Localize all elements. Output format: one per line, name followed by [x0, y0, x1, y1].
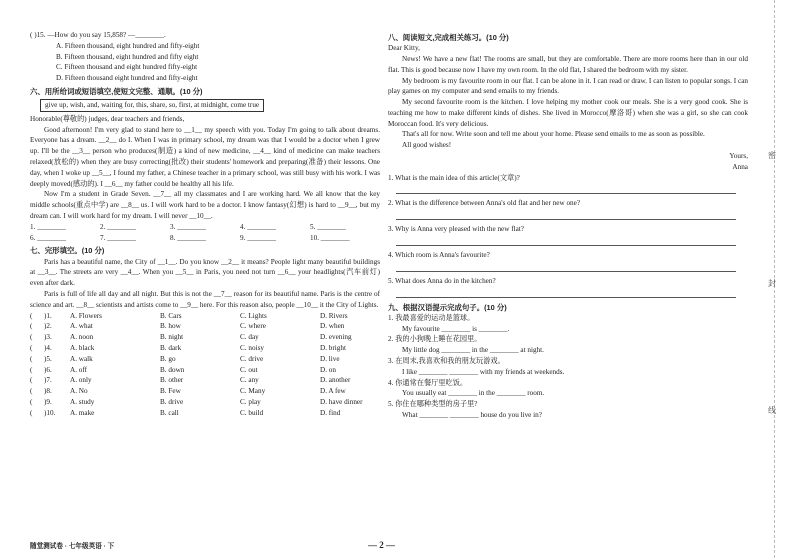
- option-choice: C. noisy: [240, 343, 264, 352]
- option-choice: C. Lights: [240, 311, 267, 320]
- reading-question: 5. What does Anna do in the kitchen?: [388, 276, 496, 285]
- option-number: )3.: [44, 333, 52, 342]
- page-number: — 2 —: [368, 539, 395, 550]
- answer-blank[interactable]: 5. ________: [310, 222, 346, 231]
- section-8-title: 八、阅读短文,完成相关练习。(10 分): [388, 33, 509, 42]
- answer-blank[interactable]: 2. ________: [100, 222, 136, 231]
- cloze-option-row: [30, 375, 380, 386]
- answer-blank[interactable]: 4. ________: [240, 222, 276, 231]
- option-number: )1.: [44, 311, 52, 320]
- option-choice: D. find: [320, 408, 341, 417]
- option-choice: D. have dinner: [320, 397, 363, 406]
- option-b: B. Fifteen thousand, eight hundred and fifty eight: [56, 52, 199, 61]
- option-number: )8.: [44, 387, 52, 396]
- option-choice: B. night: [160, 333, 184, 342]
- answer-blank[interactable]: 1. ________: [30, 222, 66, 231]
- answer-bracket[interactable]: (: [30, 322, 33, 331]
- cloze-option-row: [30, 321, 380, 332]
- option-choice: D. another: [320, 376, 351, 385]
- translation-cn: 2. 我的小狗晚上睡在花园里。: [388, 335, 482, 344]
- option-choice: A. noon: [70, 333, 94, 342]
- option-a: A. Fifteen thousand, eight hundred and fifty-eight: [56, 41, 200, 50]
- option-choice: A. black: [70, 343, 95, 352]
- option-choice: B. call: [160, 408, 179, 417]
- option-choice: A. off: [70, 365, 88, 374]
- option-choice: D. bright: [320, 343, 346, 352]
- letter-paragraph: My bedroom is my favourite room in our flat. I can be alone in it. I can read or draw. I can listen to popular songs. I can play games on my computer and send emails to my friends.: [388, 76, 748, 96]
- binding-margin: [758, 0, 788, 558]
- answer-blank[interactable]: 9. ________: [240, 233, 276, 242]
- answer-bracket[interactable]: (: [30, 343, 33, 352]
- binding-char: 线: [768, 406, 776, 415]
- option-choice: C. where: [240, 322, 266, 331]
- letter-paragraph: That's all for now. Write soon and tell me about your home. Please send emails to me as soon as possible.: [402, 130, 705, 139]
- word-bank-box: give up, wish, and, waiting for, this, share, so, first, at midnight, come true: [40, 99, 264, 112]
- answer-line[interactable]: [396, 261, 736, 272]
- option-choice: D. A few: [320, 387, 346, 396]
- option-number: )4.: [44, 343, 52, 352]
- option-d: D. Fifteen thousand eight hundred and fifty-eight: [56, 74, 198, 83]
- letter-paragraph: My second favourite room is the kitchen. I love helping my mother cook our meals. She is a very good cook. She is teaching me how to make different kinds of dishes. She lived in Morocco(摩洛哥) when she was a girl, so she can cook Moroccan food. It's very delicious.: [388, 98, 748, 128]
- cloze-option-row: [30, 397, 380, 408]
- letter-body: [388, 54, 748, 151]
- cloze-option-row: [30, 365, 380, 376]
- option-choice: A. No: [70, 387, 88, 396]
- right-column: [388, 30, 748, 421]
- cloze-options: [30, 311, 380, 419]
- answer-bracket[interactable]: (: [30, 333, 33, 342]
- option-number: )9.: [44, 397, 52, 406]
- option-choice: B. Few: [160, 387, 181, 396]
- option-choice: D. on: [320, 365, 336, 374]
- section-9-title: 九、根据汉语提示完成句子。(10 分): [388, 302, 507, 312]
- reading-question: 2. What is the difference between Anna's old flat and her new one?: [388, 199, 581, 208]
- translation-items: [388, 313, 748, 421]
- binding-char: 密: [768, 151, 776, 160]
- answer-bracket[interactable]: (: [30, 354, 33, 363]
- option-choice: B. down: [160, 365, 185, 374]
- letter-paragraph: News! We have a new flat! The rooms are small, but they are comfortable. There are more rooms here than in our old flat. This is good because now I have my own room. In the old flat, I shared the bedroom with my sister.: [388, 54, 748, 74]
- answer-blank[interactable]: 7. ________: [100, 233, 136, 242]
- section-6-title: 六、用所给词或短语填空,使短文完整、通顺。(10 分): [30, 86, 203, 96]
- left-column: [30, 30, 380, 419]
- option-number: )6.: [44, 365, 52, 374]
- section-6-passage: [30, 114, 380, 222]
- letter-signature: Anna: [732, 162, 748, 171]
- translation-cn: 5. 你住在哪种类型的房子里?: [388, 400, 478, 409]
- answer-blank[interactable]: 6. ________: [30, 233, 66, 242]
- option-number: )10.: [44, 408, 56, 417]
- option-choice: C. play: [240, 397, 261, 406]
- cloze-option-row: [30, 332, 380, 343]
- option-choice: B. how: [160, 322, 181, 331]
- answer-blank[interactable]: 10. ________: [310, 233, 350, 242]
- answer-bracket[interactable]: (: [30, 365, 33, 374]
- passage-paragraph: Now I'm a student in Grade Seven. __7__ all my classmates and I are working hard. We all know that the key middle schools(重点中学) are __8__ us. I will work hard to be a doctor. I know fantasy(幻想) is hard to __9__, but my dream can. I will work hard for my dream. I will never __10__.: [30, 190, 380, 221]
- translation-en: My little dog ________ in the ________ at night.: [402, 346, 544, 355]
- letter-greeting: Dear Kitty,: [388, 44, 420, 53]
- translation-cn: 1. 我最喜爱的运动是篮球。: [388, 313, 475, 322]
- option-choice: B. other: [160, 376, 184, 385]
- option-choice: A. only: [70, 376, 92, 385]
- option-choice: B. Cars: [160, 311, 182, 320]
- option-choice: A. walk: [70, 354, 93, 363]
- option-choice: A. Flowers: [70, 311, 102, 320]
- reading-questions: [388, 173, 748, 298]
- option-choice: C. build: [240, 408, 264, 417]
- option-choice: C. drive: [240, 354, 264, 363]
- passage-paragraph: Honorable(尊敬的) judges, dear teachers and friends,: [30, 114, 185, 123]
- translation-cn: 4. 你通常在餐厅里吃饭。: [388, 378, 468, 387]
- option-choice: A. what: [70, 322, 93, 331]
- answer-bracket[interactable]: (: [30, 376, 33, 385]
- option-choice: B. dark: [160, 343, 182, 352]
- option-choice: B. drive: [160, 397, 184, 406]
- translation-cn: 3. 在周末,我喜欢和我的朋友玩游戏。: [388, 356, 505, 365]
- passage-paragraph: Paris has a beautiful name, the City of __1__. Do you know __2__ it means? People light many beautiful buildings at __3__. The streets are very __4__. When you __5__ in Paris, you need not turn __6__ your headlights(汽车前灯) even after dark.: [30, 257, 380, 288]
- answer-bracket[interactable]: (: [30, 397, 33, 406]
- cloze-option-row: [30, 408, 380, 419]
- option-choice: C. Many: [240, 387, 266, 396]
- answer-line[interactable]: [396, 183, 736, 194]
- reading-question: 1. What is the main idea of this article(文章)?: [388, 173, 520, 182]
- question-stem: ( )15. —How do you say 15,858? —________.: [30, 31, 166, 39]
- option-choice: D. when: [320, 322, 345, 331]
- option-choice: C. any: [240, 376, 259, 385]
- option-choice: B. go: [160, 354, 176, 363]
- reading-question: 3. Why is Anna very pleased with the new flat?: [388, 225, 524, 234]
- answer-line[interactable]: [396, 235, 736, 246]
- option-choice: A. make: [70, 408, 95, 417]
- answer-bracket[interactable]: (: [30, 311, 33, 320]
- option-number: )7.: [44, 376, 52, 385]
- answer-blank[interactable]: 3. ________: [170, 222, 206, 231]
- footer-title: 随堂测试卷 · 七年级英语 · 下: [30, 543, 115, 551]
- option-choice: A. study: [70, 397, 95, 406]
- question-15: [30, 30, 380, 84]
- translation-en: You usually eat ________ in the ________ room.: [402, 389, 545, 398]
- letter-paragraph: All good wishes!: [402, 141, 452, 150]
- cloze-option-row: [30, 354, 380, 365]
- translation-en: What ________ ________ house do you live in?: [402, 410, 542, 419]
- answer-line[interactable]: [396, 209, 736, 220]
- option-number: )2.: [44, 322, 52, 331]
- answer-bracket[interactable]: (: [30, 387, 33, 396]
- section-7-title: 七、完形填空。(10 分): [30, 246, 105, 256]
- cloze-option-row: [30, 386, 380, 397]
- option-choice: C. day: [240, 333, 259, 342]
- passage-paragraph: Good afternoon! I'm very glad to stand here to __1__ my speech with you. Today I'm going to talk about dreams. Everyone has a dream. __2__ do I. When I was in primary school, my dream was that I would be a doctor when I grew up. I'll be the __3__ person who produces(制造) a kind of new medicine, __4__ kind of medicine can make teachers relaxed(放松的) when they are busy correcting(批改) their students' homework and preparing(准备) their lessons. One day, when I woke up __5__, I found my father, a Chinese teacher in a primary school, was still busy with his work. I was deeply moved(感动的). I __6__ my father could be healthy all his life.: [30, 125, 380, 188]
- answer-blanks: [30, 222, 380, 244]
- reading-question: 4. Which room is Anna's favourite?: [388, 251, 490, 260]
- answer-blank[interactable]: 8. ________: [170, 233, 206, 242]
- option-choice: D. Rivers: [320, 311, 348, 320]
- binding-char: 封: [768, 279, 776, 288]
- cloze-option-row: [30, 343, 380, 354]
- translation-en: My favourite ________ is ________.: [402, 324, 510, 333]
- option-c: C. Fifteen thousand and eight hundred fifty-eight: [56, 63, 198, 72]
- translation-en: I like ________ ________ with my friends at weekends.: [402, 367, 565, 376]
- letter-closing: Yours,: [729, 152, 748, 161]
- answer-line[interactable]: [396, 287, 736, 298]
- option-choice: D. live: [320, 354, 340, 363]
- option-number: )5.: [44, 354, 52, 363]
- passage-paragraph: Paris is full of life all day and all night. But this is not the __7__ reason for its beautiful name. Paris is the centre of science and art. __8__ scientists and artists come to __9__ here. For this reason also, people __10__ it the City of Lights.: [30, 289, 380, 309]
- option-choice: D. evening: [320, 333, 352, 342]
- answer-bracket[interactable]: (: [30, 408, 33, 417]
- cloze-option-row: [30, 311, 380, 322]
- section-7-passage: [30, 257, 380, 311]
- option-choice: C. out: [240, 365, 258, 374]
